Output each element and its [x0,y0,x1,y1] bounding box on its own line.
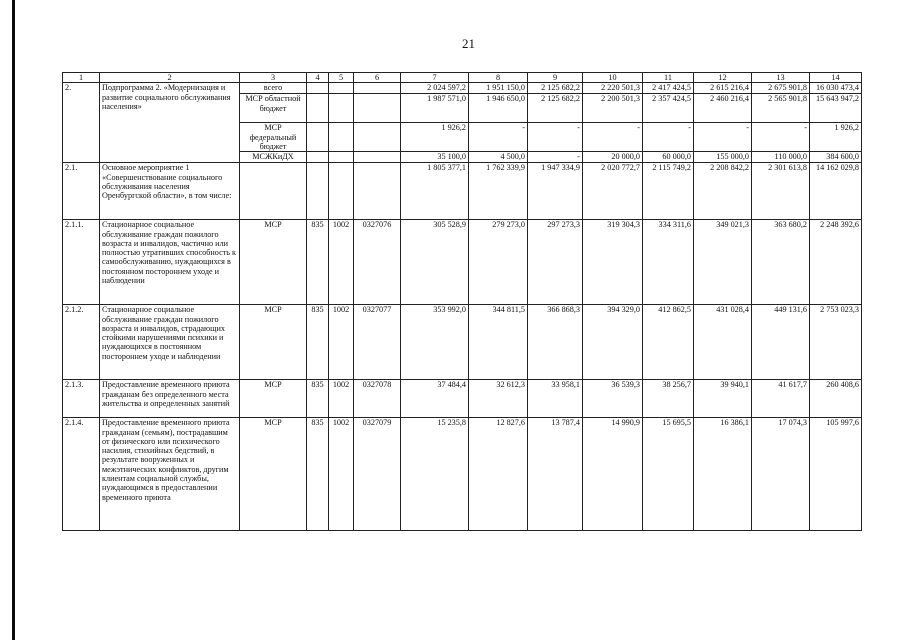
column-header: 4 [307,73,329,83]
executor-cell: МСР [240,305,307,380]
csr-cell: 0327078 [354,380,401,418]
column-header: 11 [643,73,694,83]
amount-cell: 105 997,6 [810,418,862,531]
amount-cell: 33 958,1 [528,380,583,418]
amount-cell: 2 125 682,2 [528,94,583,123]
csr-cell: 0327076 [354,220,401,305]
amount-cell: 39 940,1 [694,380,752,418]
amount-cell: 13 787,4 [528,418,583,531]
amount-cell: 14 990,9 [583,418,643,531]
executor-cell: МСР [240,220,307,305]
item-name: Стационарное социальное обслуживание граждан пожилого возраста и инвалидов, страдающих стойкими нарушениями психики и нуждающихся в постоянном постороннем уходе и наблюдении [100,305,240,380]
column-number-row [63,73,862,83]
amount-cell: 344 811,5 [469,305,528,380]
amount-cell: 2 125 682,2 [528,83,583,94]
amount-cell: 1 805 377,1 [401,163,469,220]
rzpr-cell: 1002 [329,380,354,418]
amount-cell: 2 220 501,3 [583,83,643,94]
amount-cell: 2 200 501,3 [583,94,643,123]
row-number: 2.1.2. [63,305,100,380]
amount-cell: 37 484,4 [401,380,469,418]
amount-cell: 35 100,0 [401,152,469,163]
grbs-cell: 835 [307,418,329,531]
measure-name: Основное мероприятие 1 «Совершенствование социального обслуживания населения Оренбургской области», в том числе: [100,163,240,220]
amount-cell: 366 868,3 [528,305,583,380]
amount-cell: - [752,123,810,152]
row-number: 2. [63,83,100,163]
amount-cell: 394 329,0 [583,305,643,380]
amount-cell: 349 021,3 [694,220,752,305]
amount-cell: 155 000,0 [694,152,752,163]
amount-cell: 2 115 749,2 [643,163,694,220]
amount-cell: 1 762 339,9 [469,163,528,220]
amount-cell: 2 301 613,8 [752,163,810,220]
amount-cell: 16 386,1 [694,418,752,531]
scan-edge [12,0,15,640]
rzpr-cell: 1002 [329,220,354,305]
csr-cell: 0327079 [354,418,401,531]
amount-cell: 2 208 842,2 [694,163,752,220]
amount-cell: 15 643 947,2 [810,94,862,123]
rzpr-cell: 1002 [329,305,354,380]
amount-cell: - [469,123,528,152]
amount-cell: 260 408,6 [810,380,862,418]
amount-cell: 4 500,0 [469,152,528,163]
amount-cell: 319 304,3 [583,220,643,305]
amount-cell: 38 256,7 [643,380,694,418]
amount-cell: 1 926,2 [810,123,862,152]
amount-cell: 17 074,3 [752,418,810,531]
row-number: 2.1.1. [63,220,100,305]
amount-cell: 363 680,2 [752,220,810,305]
amount-cell: 15 695,5 [643,418,694,531]
amount-cell: 2 753 023,3 [810,305,862,380]
table-row [63,83,862,94]
column-header: 7 [401,73,469,83]
amount-cell: 110 000,0 [752,152,810,163]
amount-cell: 2 460 216,4 [694,94,752,123]
column-header: 13 [752,73,810,83]
amount-cell: 2 565 901,8 [752,94,810,123]
column-header: 14 [810,73,862,83]
amount-cell: 16 030 473,4 [810,83,862,94]
amount-cell: 60 000,0 [643,152,694,163]
amount-cell: 1 947 334,9 [528,163,583,220]
item-name: Предоставление временного приюта гражданам без определенного места жительства и определенных занятий [100,380,240,418]
amount-cell: 14 162 029,8 [810,163,862,220]
row-number: 2.1. [63,163,100,220]
amount-cell: 305 528,9 [401,220,469,305]
amount-cell: 15 235,8 [401,418,469,531]
column-header: 6 [354,73,401,83]
table-row [63,418,862,531]
column-header: 12 [694,73,752,83]
table-row [63,220,862,305]
executor-cell: МСР областной бюджет [240,94,307,123]
grbs-cell: 835 [307,305,329,380]
amount-cell: 2 248 392,6 [810,220,862,305]
amount-cell: 20 000,0 [583,152,643,163]
amount-cell: - [528,123,583,152]
column-header: 10 [583,73,643,83]
rzpr-cell: 1002 [329,418,354,531]
column-header: 2 [100,73,240,83]
amount-cell: 412 862,5 [643,305,694,380]
table-row [63,305,862,380]
table-row [63,163,862,220]
executor-cell: МСЖКиДХ [240,152,307,163]
column-header: 3 [240,73,307,83]
grbs-cell: 835 [307,380,329,418]
executor-cell: МСР федеральный бюджет [240,123,307,152]
amount-cell: 32 612,3 [469,380,528,418]
amount-cell: 2 615 216,4 [694,83,752,94]
amount-cell: 2 357 424,5 [643,94,694,123]
amount-cell: 36 539,3 [583,380,643,418]
csr-cell: 0327077 [354,305,401,380]
amount-cell: - [694,123,752,152]
amount-cell: 12 827,6 [469,418,528,531]
item-name: Стационарное социальное обслуживание граждан пожилого возраста и инвалидов, частично или полностью утративших способность к самообслуживанию, нуждающихся в постоянном постороннем уходе и наблюдении [100,220,240,305]
budget-table [62,72,862,531]
amount-cell: 2 417 424,5 [643,83,694,94]
amount-cell: - [643,123,694,152]
grbs-cell: 835 [307,220,329,305]
amount-cell: 449 131,6 [752,305,810,380]
executor-cell: всего [240,83,307,94]
row-number: 2.1.4. [63,418,100,531]
program-name: Подпрограмма 2. «Модернизация и развитие социального обслуживания населения» [100,83,240,163]
amount-cell: 1 951 150,0 [469,83,528,94]
amount-cell: 384 600,0 [810,152,862,163]
column-header: 8 [469,73,528,83]
page-number: 21 [462,36,475,51]
amount-cell: 41 617,7 [752,380,810,418]
table-row [63,380,862,418]
row-number: 2.1.3. [63,380,100,418]
column-header: 1 [63,73,100,83]
amount-cell: 353 992,0 [401,305,469,380]
column-header: 5 [329,73,354,83]
amount-cell: 1 926,2 [401,123,469,152]
amount-cell: 431 028,4 [694,305,752,380]
executor-cell: МСР [240,380,307,418]
amount-cell: 1 946 650,0 [469,94,528,123]
item-name: Предоставление временного приюта гражданам (семьям), пострадавшим от физического или психического насилия, стихийных бедствий, в результате вооруженных и межэтнических конфликтов, другим клиентам социальной службы, нуждающимся в предоставлении временного приюта [100,418,240,531]
amount-cell: 334 311,6 [643,220,694,305]
amount-cell: 1 987 571,0 [401,94,469,123]
amount-cell: 2 675 901,8 [752,83,810,94]
amount-cell: 2 024 597,2 [401,83,469,94]
amount-cell: - [528,152,583,163]
amount-cell: 2 020 772,7 [583,163,643,220]
amount-cell: 279 273,0 [469,220,528,305]
executor-cell: МСР [240,418,307,531]
amount-cell: - [583,123,643,152]
column-header: 9 [528,73,583,83]
amount-cell: 297 273,3 [528,220,583,305]
